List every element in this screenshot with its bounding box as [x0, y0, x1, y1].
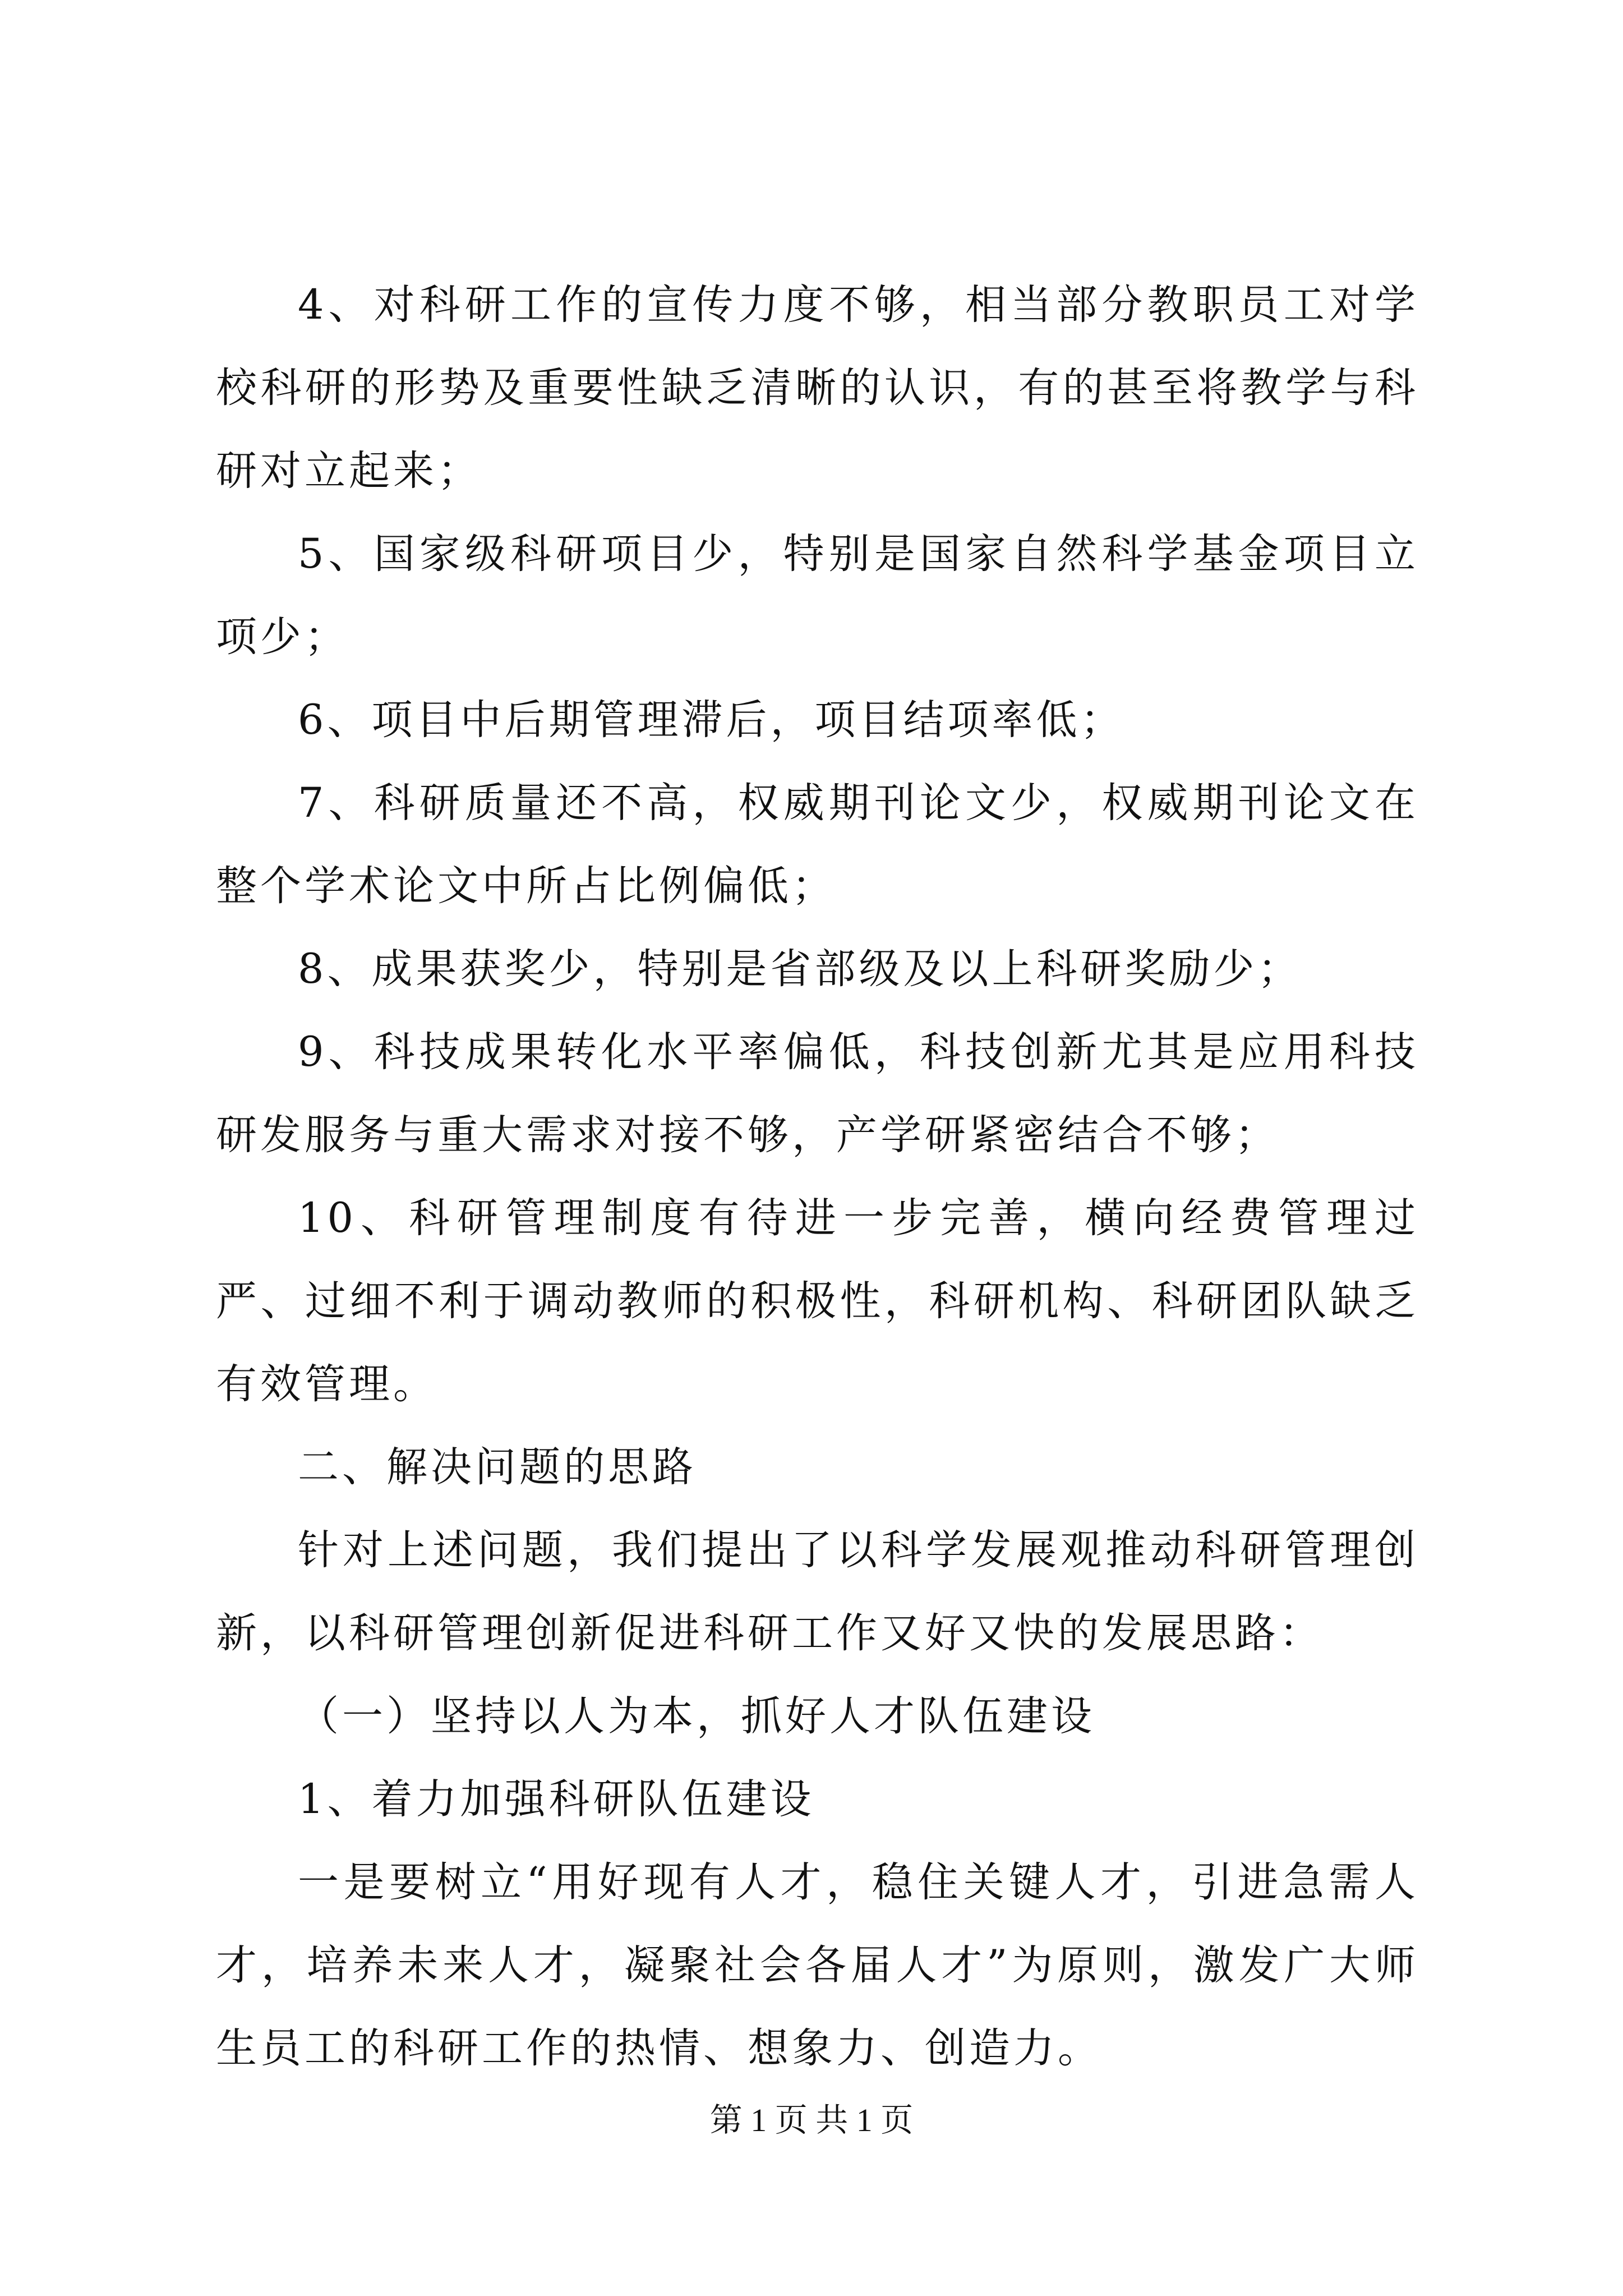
paragraph-item-4: 4、对科研工作的宣传力度不够，相当部分教职员工对学校科研的形势及重要性缺乏清晰的认识，有的甚至将教学与科研对立起来； — [216, 281, 1419, 495]
subsection-heading-1: （一）坚持以人为本，抓好人才队伍建设 — [298, 1692, 1095, 1740]
document-body — [216, 264, 1419, 2090]
paragraph-item-9: 9、科技成果转化水平率偏低，科技创新尤其是应用科技研发服务与重大需求对接不够，产学研紧密结合不够； — [216, 1028, 1419, 1159]
paragraph-item-10: 10、科研管理制度有待进一步完善，横向经费管理过严、过细不利于调动教师的积极性，科研机构、科研团队缺乏有效管理。 — [216, 1194, 1419, 1408]
paragraph-item-8: 8、成果获奖少，特别是省部级及以上科研奖励少； — [298, 945, 1302, 993]
paragraph-item-5: 5、国家级科研项目少，特别是国家自然科学基金项目立项少； — [216, 530, 1419, 661]
paragraph-item-7: 7、科研质量还不高，权威期刊论文少，权威期刊论文在整个学术论文中所占比例偏低； — [216, 779, 1419, 910]
paragraph-intro: 针对上述问题，我们提出了以科学发展观推动科研管理创新，以科研管理创新促进科研工作又好又快的发展思路： — [216, 1526, 1419, 1657]
paragraph-item-6: 6、项目中后期管理滞后，项目结项率低； — [298, 696, 1125, 744]
paragraph-principle: 一是要树立“用好现有人才，稳住关键人才，引进急需人才，培养未来人才，凝聚社会各届人才”为原则，激发广大师生员工的科研工作的热情、想象力、创造力。 — [216, 1858, 1419, 2072]
section-heading-2: 二、解决问题的思路 — [298, 1443, 697, 1491]
subsubsection-heading-1: 1、着力加强科研队伍建设 — [298, 1775, 815, 1823]
page-number-footer: 第 1 页 共 1 页 — [709, 2102, 914, 2138]
